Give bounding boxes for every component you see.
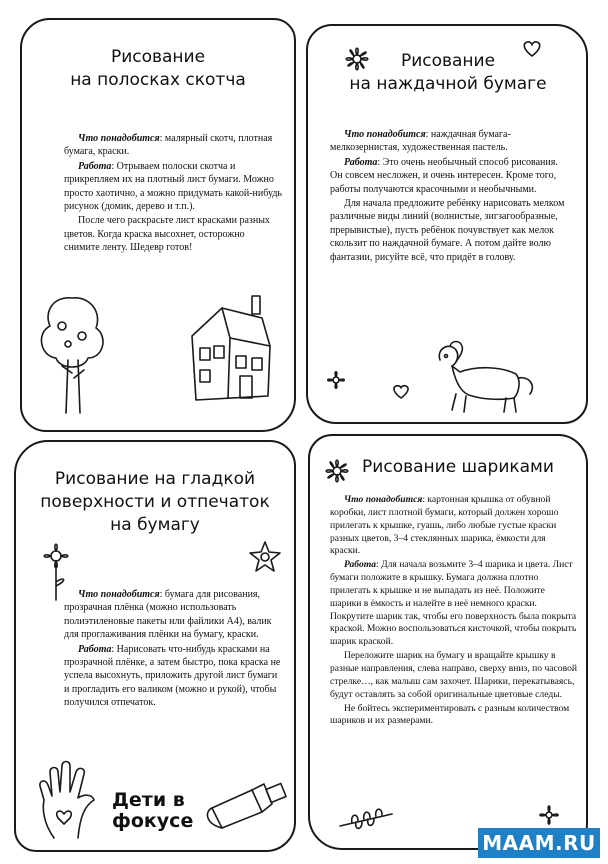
paragraph: После чего раскрасьте лист красками разных цветов. Когда краска высохнет, осторожно снимите ленту. Шедевр готов! <box>64 215 270 254</box>
work-label: Работа <box>78 160 112 172</box>
need-text: : наждачная бумага-мелкозернистая, художественная пастель. <box>330 129 511 154</box>
card-text <box>330 128 568 265</box>
hand-logo-icon <box>34 760 114 840</box>
leaf-sprig-illustration <box>336 806 396 832</box>
card-text <box>64 132 282 256</box>
card-title <box>340 456 576 479</box>
card-title <box>16 468 294 537</box>
title-line: на бумагу <box>110 514 200 535</box>
need-label: Что понадобится <box>344 129 426 140</box>
flower-icon-small <box>536 802 562 828</box>
need-text: : малярный скотч, плотная бумага, краски. <box>64 133 273 158</box>
paragraph: Для начала предложите ребёнку нарисовать мелком различные виды линий (волнистые, зигзагообразные, прерывистые), пусть ребёнок почувствует как мелок скользит по наждачной бумаге. А потом дайте волю фантазии, рисуйте всё, что придёт в голову. <box>330 197 565 263</box>
card-tape-drawing <box>20 18 296 432</box>
card-title <box>22 46 294 92</box>
need-label: Что понадобится <box>78 589 160 600</box>
pony-illustration <box>426 338 546 418</box>
card-sandpaper-drawing <box>306 24 588 424</box>
title-line: Рисование шариками <box>362 457 554 477</box>
title-line: на наждачной бумаге <box>349 73 547 94</box>
need-text: : бумага для рисования, прозрачная плёнка (можно использовать полиэтиленовые пакеты или файлики А4), валик для проглаживания плёнки на бумагу, краски. <box>64 589 272 641</box>
work-text: : Для начала возьмите 3–4 шарика и цвета. Лист бумаги положите в крышку. Бумага должна плотно прилегать к крышке и не выпадать из неё. Положите шарики в ёмкость и налейте в неё немного краски. Покрутите шарик так, чтобы его поверхность была покрыта краской. Можно воспользоваться кисточкой, чтобы покрыть шарик краской. <box>330 559 577 648</box>
card-text <box>64 588 282 711</box>
brand-line: фокусе <box>112 810 194 833</box>
card-balls-drawing <box>308 434 588 850</box>
need-text: : картонная крышка от обувной коробки, лист плотной бумаги, который должен хорошо прилегать к крышке, гуашь, либо любые густые краски разных цветов, 3–4 стеклянных шарика, ёмкости для краски. <box>330 494 559 557</box>
need-label: Что понадобится <box>344 494 423 505</box>
star-icon <box>248 540 282 574</box>
heart-icon <box>392 384 410 400</box>
work-text: : Это очень необычный способ рисования. Он совсем несложен, и очень интересен. Кроме того, работы получаются красочными и необычными. <box>330 156 558 195</box>
title-line: Рисование <box>400 51 496 71</box>
work-label: Работа <box>344 559 377 571</box>
work-label: Работа <box>78 643 112 655</box>
paragraph: Не бойтесь экспериментировать с разным количеством шариков и их размерами. <box>330 702 570 727</box>
title-line: поверхности и отпечаток <box>40 491 270 512</box>
brand-label <box>112 790 193 833</box>
need-label: Что понадобится <box>78 133 160 144</box>
maam-logo[interactable]: MAAM.RU <box>478 828 600 858</box>
paragraph: Переложите шарик на бумагу и вращайте крышку в разные направления, слева направо, сверху вниз, по часовой стрелке…, как малыш сам захочет. Шарики, перекатываясь, будут оставлять за собой оригинальные цветовые следы. <box>330 650 578 700</box>
work-text: : Отрываем полоски скотча и прикрепляем их на плотный лист бумаги. Можно просто хаотично, а можно придумать какой-нибудь рисунок (домик, дерево и т.п.). <box>64 160 282 212</box>
title-line: на полосках скотча <box>70 69 246 90</box>
work-label: Работа <box>344 156 378 168</box>
card-title <box>328 50 568 96</box>
paint-tube-illustration <box>202 768 292 838</box>
title-line: Рисование на гладкой <box>54 469 256 489</box>
flower-icon-small <box>326 370 346 390</box>
brand-line: Дети в <box>112 789 185 811</box>
title-line: Рисование <box>110 47 206 67</box>
tree-illustration <box>32 278 112 418</box>
work-text: : Нарисовать что-нибудь красками на прозрачной плёнке, а затем быстро, пока краска не успела высохнуть, приложить другой лист бумаги и прогладить его валиком (можно и рукой), чтобы получился отпечаток. <box>64 643 281 709</box>
house-illustration <box>182 296 282 406</box>
card-text <box>330 494 578 729</box>
